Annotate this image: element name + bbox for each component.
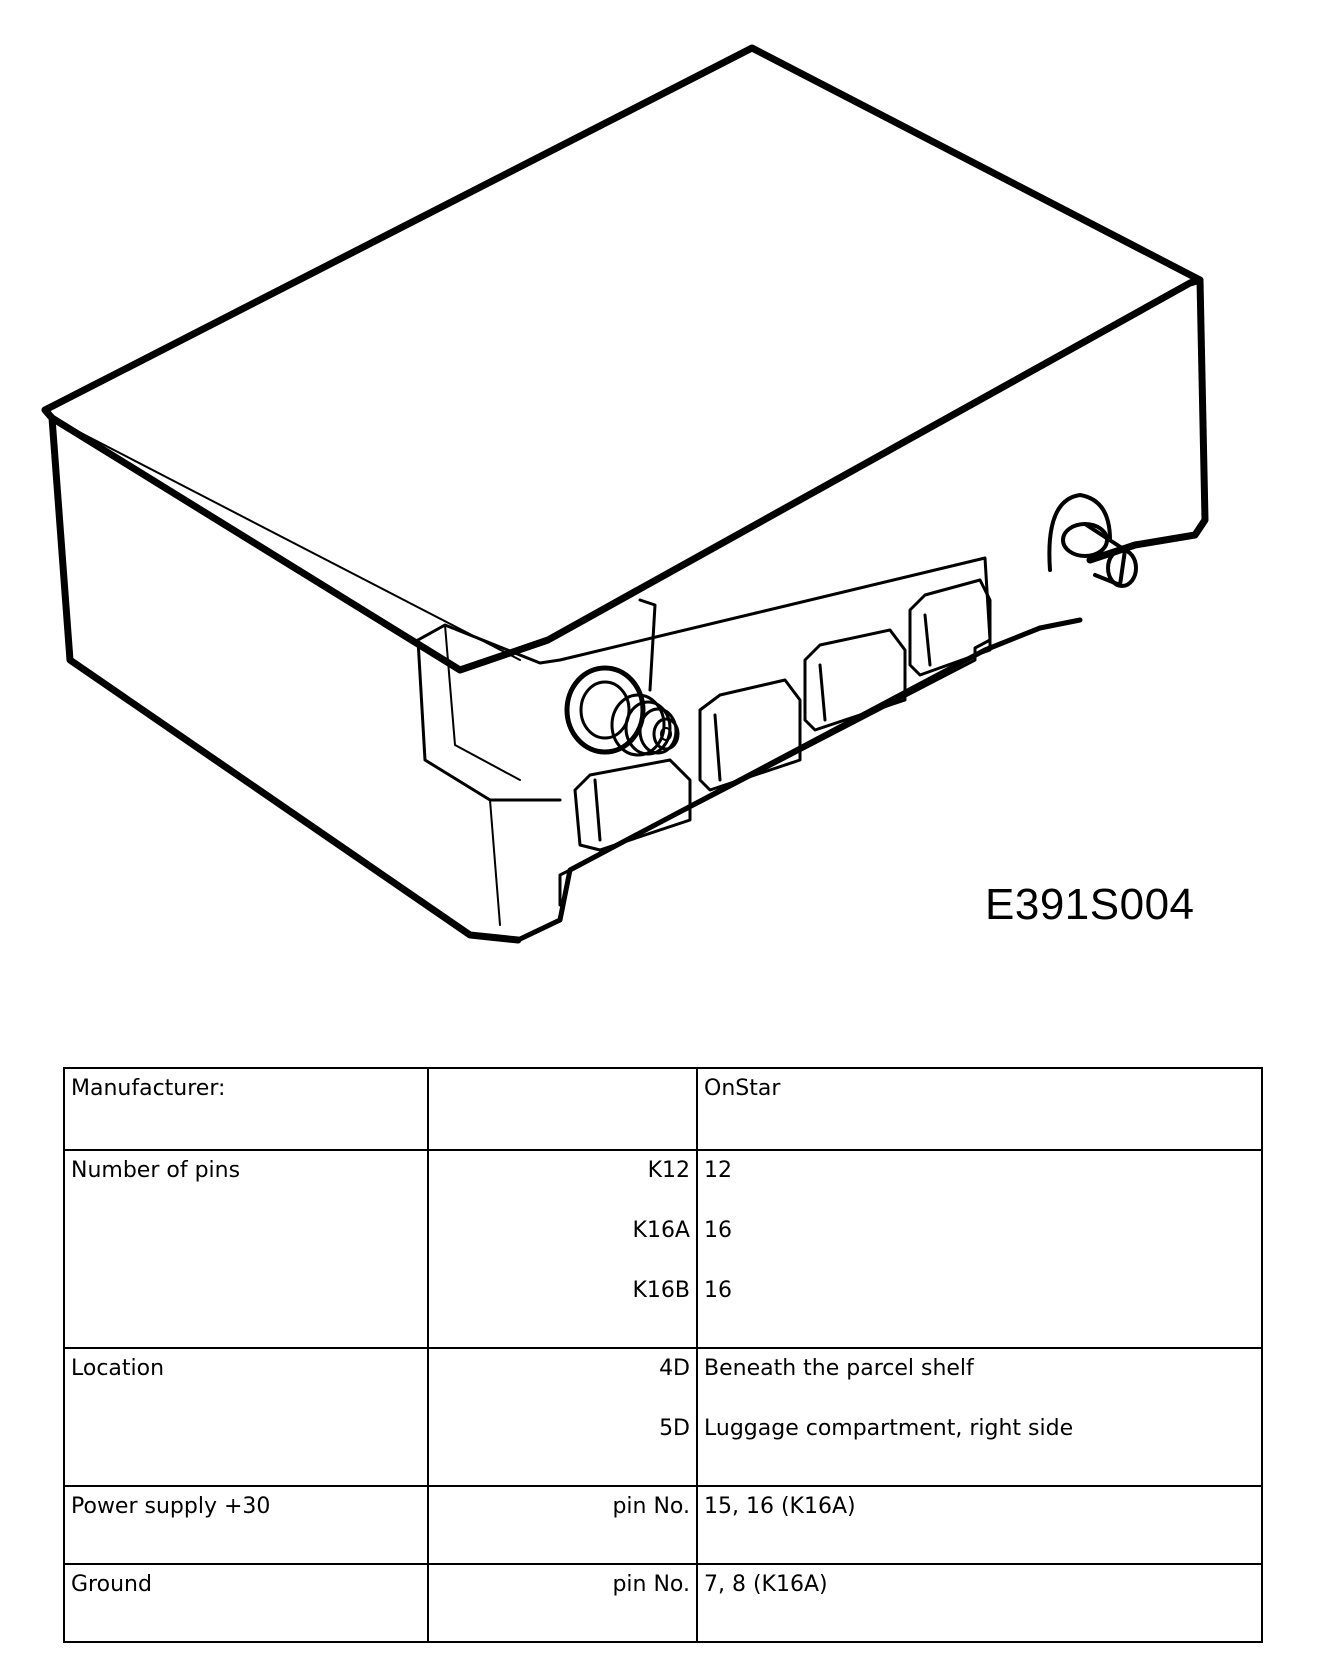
box-side-face bbox=[45, 410, 518, 940]
figure-code: E391S004 bbox=[985, 880, 1195, 929]
row-key: pin No. bbox=[428, 1486, 697, 1564]
table-row bbox=[64, 1564, 1262, 1642]
antenna-stub-right-icon bbox=[1049, 495, 1136, 586]
row-key: K12 K16A K16B bbox=[428, 1150, 697, 1348]
connector-socket-k16b-icon bbox=[805, 630, 905, 730]
connector-socket-4-icon bbox=[910, 580, 990, 675]
row-label: Location bbox=[64, 1348, 428, 1486]
row-key bbox=[428, 1068, 697, 1150]
spec-table bbox=[63, 1067, 1263, 1643]
row-key: pin No. bbox=[428, 1564, 697, 1642]
row-label: Power supply +30 bbox=[64, 1486, 428, 1564]
row-value: OnStar bbox=[697, 1068, 1262, 1150]
row-label: Number of pins bbox=[64, 1150, 428, 1348]
table-row bbox=[64, 1348, 1262, 1486]
table-row bbox=[64, 1486, 1262, 1564]
row-label: Manufacturer: bbox=[64, 1068, 428, 1150]
row-value: Beneath the parcel shelf Luggage compartment, right side bbox=[697, 1348, 1262, 1486]
box-top-face bbox=[45, 48, 1200, 670]
row-key: 4D 5D bbox=[428, 1348, 697, 1486]
row-value: 15, 16 (K16A) bbox=[697, 1486, 1262, 1564]
row-value: 12 16 16 bbox=[697, 1150, 1262, 1348]
row-value: 7, 8 (K16A) bbox=[697, 1564, 1262, 1642]
table-row bbox=[64, 1068, 1262, 1150]
row-label: Ground bbox=[64, 1564, 428, 1642]
table-row bbox=[64, 1150, 1262, 1348]
